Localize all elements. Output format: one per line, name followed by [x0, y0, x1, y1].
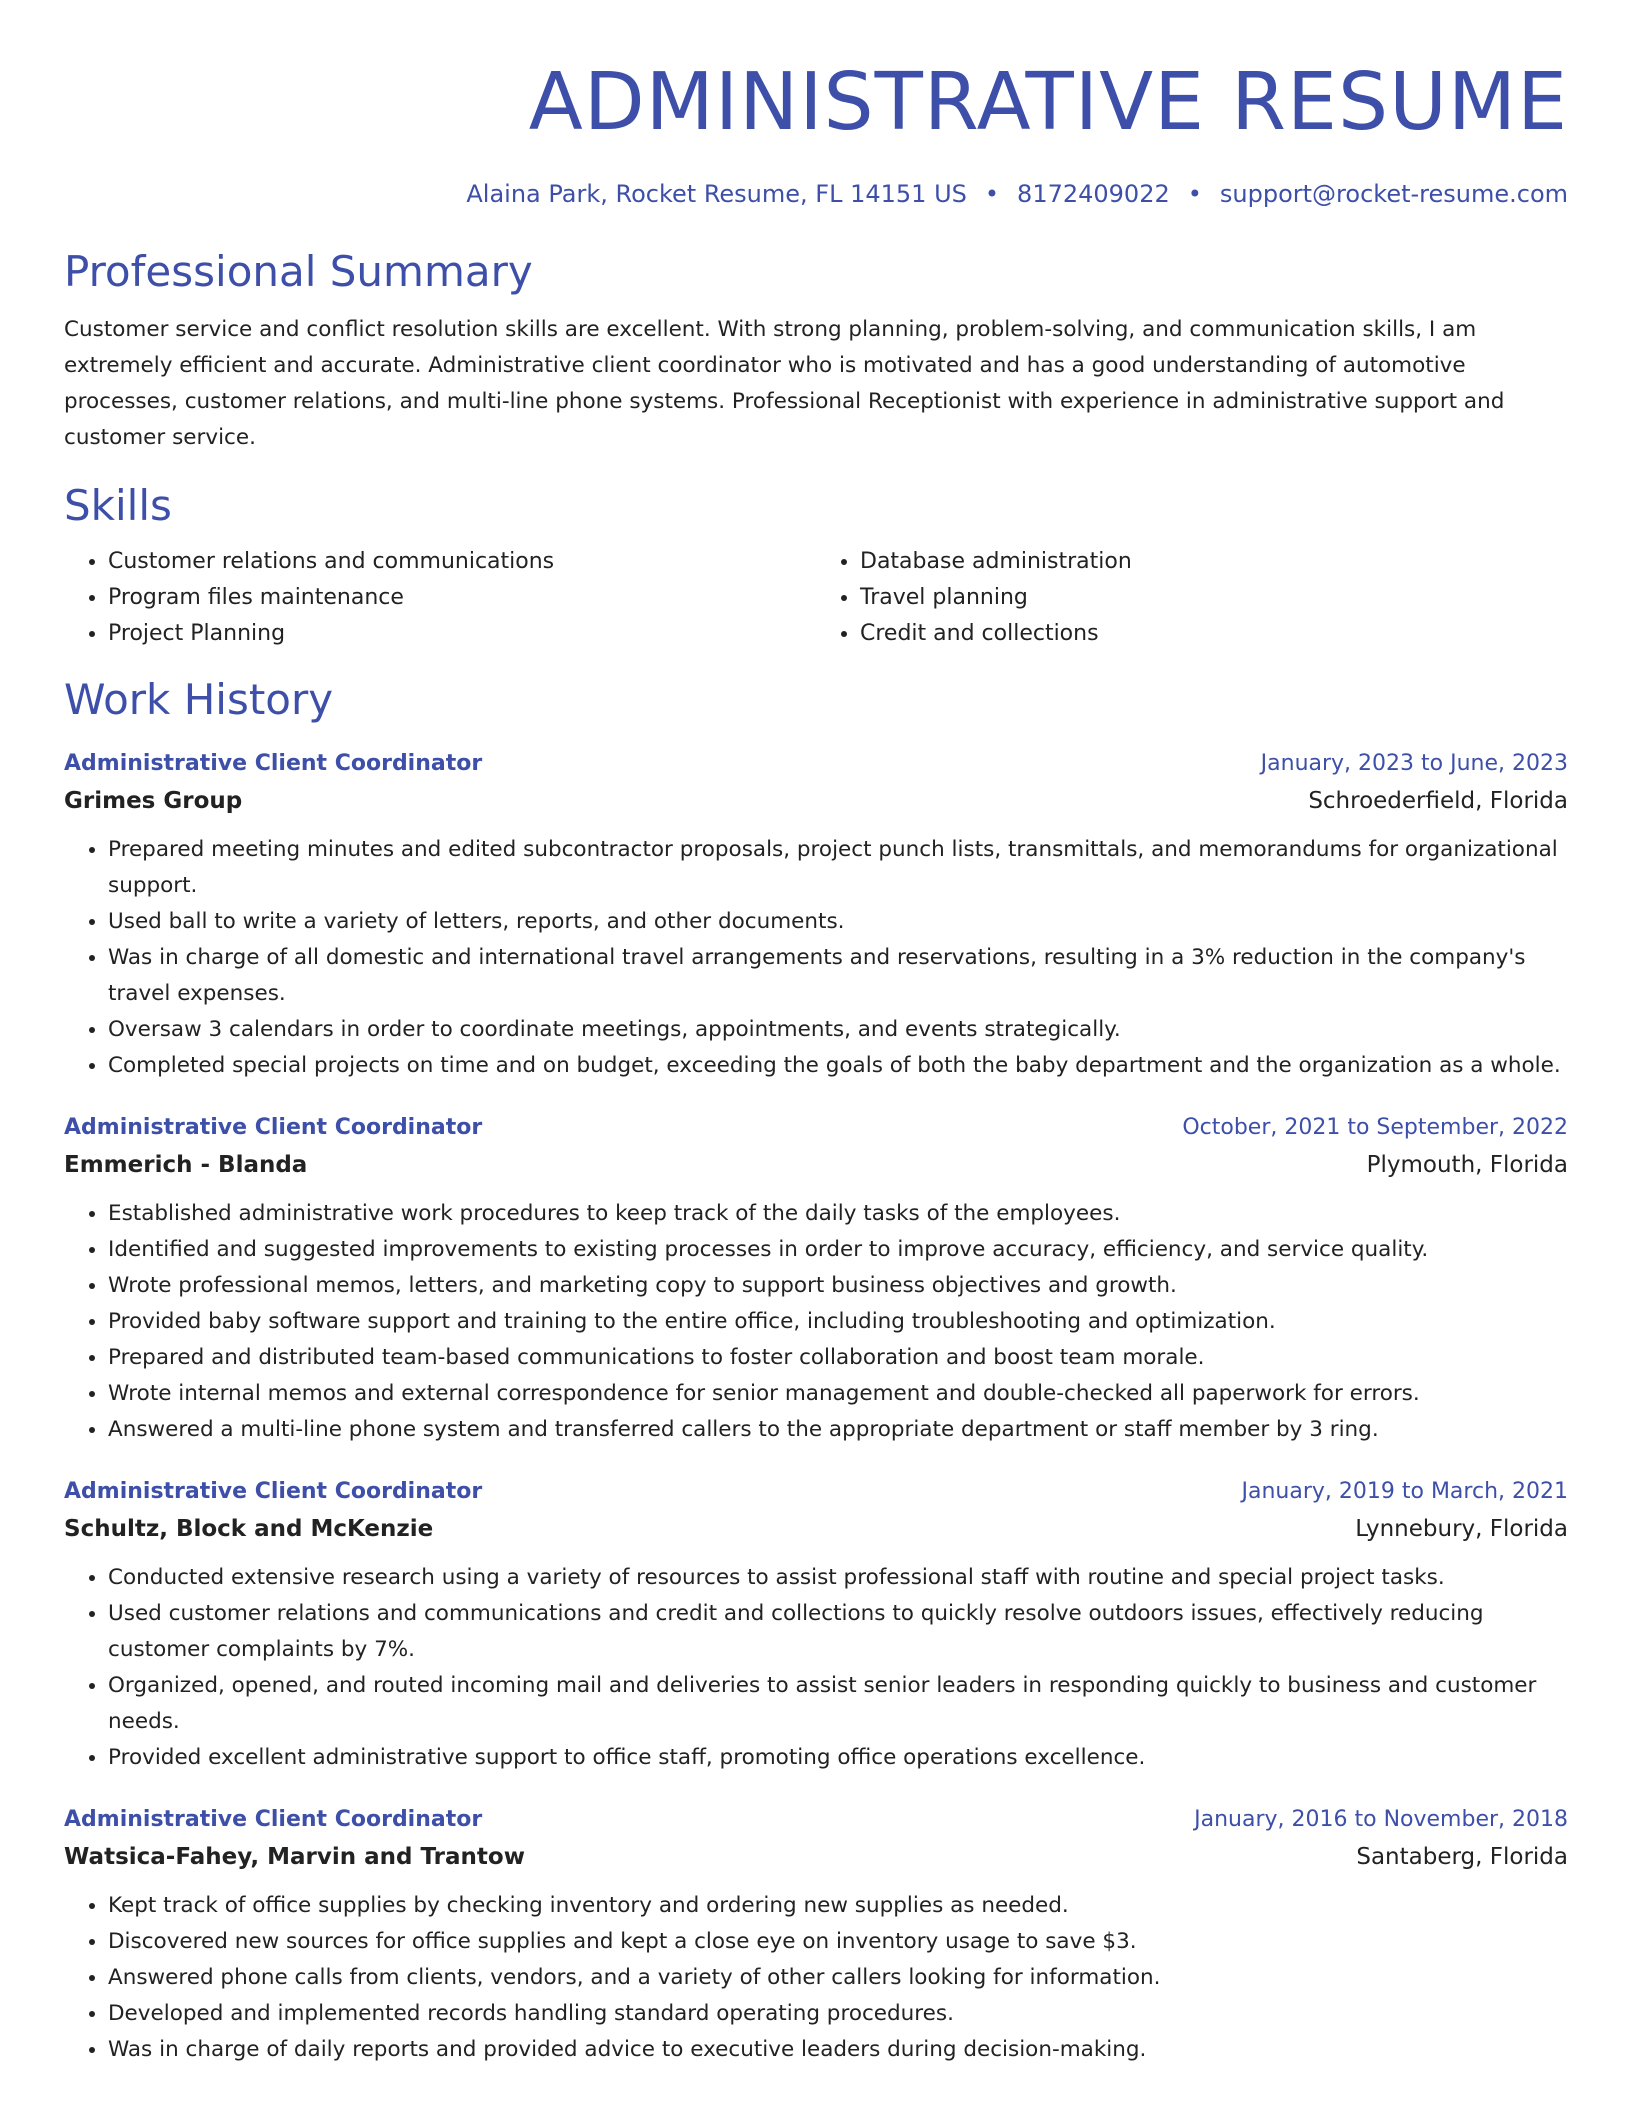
- job-entry: [64, 746, 1568, 1084]
- job-dates: January, 2016 to November, 2018: [1194, 1807, 1568, 1832]
- job-bullet: • Established administrative work procedures to keep track of the daily tasks of the employees.: [108, 1196, 1568, 1232]
- resume-title: ADMINISTRATIVE RESUME: [528, 56, 1568, 148]
- skills-heading: Skills: [64, 481, 172, 530]
- job-header-row: [64, 746, 1568, 782]
- contact-line: [64, 178, 1568, 210]
- job-bullets: [64, 832, 1568, 1084]
- job-bullet: • Prepared meeting minutes and edited subcontractor proposals, project punch lists, transmittals, and memorandums for organizational support.: [108, 832, 1568, 904]
- job-bullet: • Organized, opened, and routed incoming mail and deliveries to assist senior leaders in responding quickly to business and customer needs.: [108, 1668, 1568, 1740]
- job-bullet: • Answered phone calls from clients, vendors, and a variety of other callers looking for information.: [108, 1960, 1568, 1996]
- contact-separator: •: [984, 180, 1000, 208]
- job-bullet: • Completed special projects on time and on budget, exceeding the goals of both the baby department and the organization as a whole.: [108, 1048, 1568, 1084]
- job-bullet: • Kept track of office supplies by checking inventory and ordering new supplies as needed.: [108, 1888, 1568, 1924]
- skill-item: • Customer relations and communications: [108, 544, 816, 580]
- contact-address: Alaina Park, Rocket Resume, FL 14151 US: [466, 180, 967, 208]
- skills-list: [64, 544, 1568, 652]
- job-dates: January, 2019 to March, 2021: [1241, 1479, 1568, 1504]
- job-bullet: • Used ball to write a variety of letters, reports, and other documents.: [108, 904, 1568, 940]
- skill-item: • Program files maintenance: [108, 580, 816, 616]
- job-bullet: • Prepared and distributed team-based communications to foster collaboration and boost team morale.: [108, 1340, 1568, 1376]
- job-role: Administrative Client Coordinator: [64, 751, 483, 776]
- job-bullet: • Was in charge of all domestic and international travel arrangements and reservations, resulting in a 3% reduction in the company's travel expenses.: [108, 940, 1568, 1012]
- job-bullets: [64, 1196, 1568, 1448]
- contact-email: support@rocket-resume.com: [1219, 180, 1568, 208]
- job-role: Administrative Client Coordinator: [64, 1479, 483, 1504]
- job-role: Administrative Client Coordinator: [64, 1115, 483, 1140]
- skill-item: • Travel planning: [860, 580, 1568, 616]
- summary-heading: Professional Summary: [64, 247, 533, 296]
- job-bullet: • Conducted extensive research using a variety of resources to assist professional staff with routine and special project tasks.: [108, 1560, 1568, 1596]
- summary-text: Customer service and conflict resolution skills are excellent. With strong planning, problem-solving, and communication skills, I am extremely efficient and accurate. Administrative client coordinator who is motivated and has a good understanding of automotive processes, customer relations, and multi-line phone systems. Professional Receptionist with experience in administrative support and customer service.: [64, 317, 1505, 450]
- job-bullet: • Provided excellent administrative support to office staff, promoting office operations excellence.: [108, 1740, 1568, 1776]
- job-company-row: [64, 1146, 1568, 1184]
- job-location: Lynnebury, Florida: [1355, 1516, 1568, 1542]
- skills-column-right: [816, 544, 1568, 652]
- resume-header: [64, 0, 1568, 210]
- job-company: Watsica-Fahey, Marvin and Trantow: [64, 1844, 525, 1870]
- job-entry: [64, 1802, 1568, 2068]
- job-company-row: [64, 1838, 1568, 1876]
- job-entry: [64, 1110, 1568, 1448]
- job-header-row: [64, 1110, 1568, 1146]
- job-bullet: • Used customer relations and communications and credit and collections to quickly resolve outdoors issues, effectively reducing customer complaints by 7%.: [108, 1596, 1568, 1668]
- work-history-heading: Work History: [64, 675, 334, 724]
- job-dates: October, 2021 to September, 2022: [1182, 1115, 1568, 1140]
- job-company: Grimes Group: [64, 788, 243, 814]
- job-company: Schultz, Block and McKenzie: [64, 1516, 434, 1542]
- job-bullet: • Wrote professional memos, letters, and marketing copy to support business objectives and growth.: [108, 1268, 1568, 1304]
- job-location: Santaberg, Florida: [1356, 1844, 1568, 1870]
- contact-phone: 8172409022: [1017, 180, 1170, 208]
- job-bullets: [64, 1560, 1568, 1776]
- job-bullet: • Developed and implemented records handling standard operating procedures.: [108, 1996, 1568, 2032]
- job-entry: [64, 1474, 1568, 1776]
- job-company: Emmerich - Blanda: [64, 1152, 308, 1178]
- skills-column-left: [64, 544, 816, 652]
- job-bullet: • Identified and suggested improvements to existing processes in order to improve accuracy, efficiency, and service quality.: [108, 1232, 1568, 1268]
- job-bullets: [64, 1888, 1568, 2068]
- contact-separator: •: [1187, 180, 1202, 208]
- job-bullet: • Oversaw 3 calendars in order to coordinate meetings, appointments, and events strategically.: [108, 1012, 1568, 1048]
- job-header-row: [64, 1474, 1568, 1510]
- job-bullet: • Provided baby software support and training to the entire office, including troubleshooting and optimization.: [108, 1304, 1568, 1340]
- skill-item: • Database administration: [860, 544, 1568, 580]
- job-dates: January, 2023 to June, 2023: [1260, 751, 1568, 776]
- job-location: Plymouth, Florida: [1366, 1152, 1568, 1178]
- job-bullet: • Answered a multi-line phone system and transferred callers to the appropriate department or staff member by 3 ring.: [108, 1412, 1568, 1448]
- job-bullet: • Wrote internal memos and external correspondence for senior management and double-checked all paperwork for errors.: [108, 1376, 1568, 1412]
- job-role: Administrative Client Coordinator: [64, 1807, 483, 1832]
- job-header-row: [64, 1802, 1568, 1838]
- job-bullet: • Discovered new sources for office supplies and kept a close eye on inventory usage to save $3.: [108, 1924, 1568, 1960]
- work-history-list: [64, 746, 1568, 2068]
- job-company-row: [64, 782, 1568, 820]
- job-company-row: [64, 1510, 1568, 1548]
- skill-item: • Credit and collections: [860, 616, 1568, 652]
- skill-item: • Project Planning: [108, 616, 816, 652]
- job-location: Schroederfield, Florida: [1308, 788, 1568, 814]
- job-bullet: • Was in charge of daily reports and provided advice to executive leaders during decision-making.: [108, 2032, 1568, 2068]
